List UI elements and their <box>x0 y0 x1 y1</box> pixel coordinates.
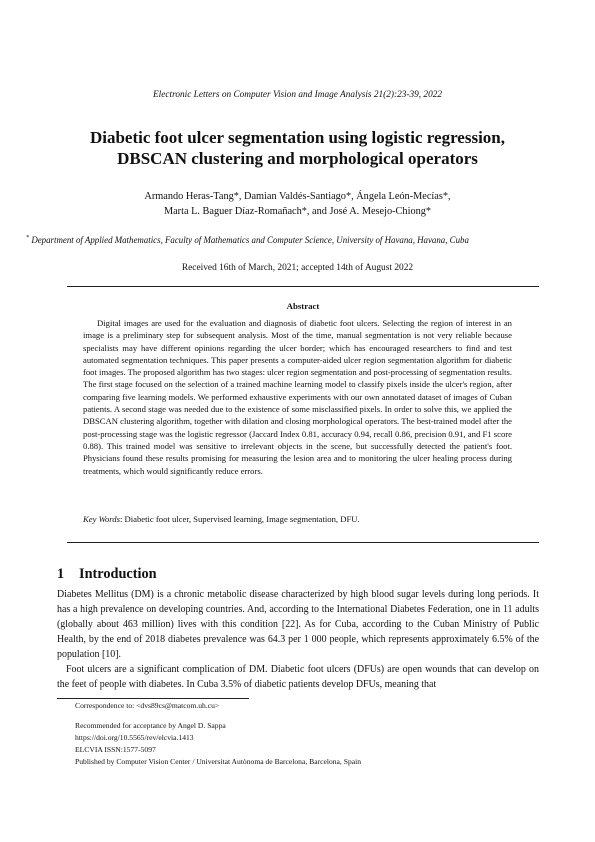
introduction-body <box>57 587 539 692</box>
paper-title <box>40 127 555 169</box>
received-dates: Received 16th of March, 2021; accepted 14th of August 2022 <box>181 263 414 273</box>
footnote-rule <box>57 698 249 699</box>
journal-header: Electronic Letters on Computer Vision and Image Analysis 21(2):23-39, 2022 <box>152 90 443 100</box>
abstract-heading: Abstract <box>286 301 320 311</box>
abstract-bottom-rule <box>67 542 539 543</box>
affiliation-mark: * <box>26 234 30 242</box>
keywords-text: : Diabetic foot ulcer, Supervised learning, Image segmentation, DFU. <box>119 514 360 524</box>
intro-paragraph-2: Foot ulcers are a significant complication of DM. Diabetic foot ulcers (DFUs) are open wounds that can develop on the feet of people with diabetes. In Cuba 3.5% of diabetic patients develop DFUs, meaning that <box>57 664 539 690</box>
footnote-issn: ELCVIA ISSN:1577-5097 <box>75 745 156 754</box>
section-heading <box>57 566 157 583</box>
footnote-doi: https://doi.org/10.5565/rev/elcvia.1413 <box>75 733 194 742</box>
authors-line-1: Armando Heras-Tang*, Damian Valdés-Santiago*, Ángela León-Mecías*, <box>144 191 451 202</box>
footnote-recommended: Recommended for acceptance by Angel D. Sappa <box>75 721 226 730</box>
abstract-text: Digital images are used for the evaluation and diagnosis of diabetic foot ulcers. Selecting the region of interest in an image is a preliminary step for subsequent analysis. Most of the time, manual segmentation is not very reliable because specialists may have different opinions regarding the ulcer border; which has encouraged researchers to find and test automated segmentation techniques. This paper presents a computer-aided ulcer region segmentation algorithm for diabetic foot images. The proposed algorithm has two stages: ulcer region segmentation and post-processing of segmentation results. The first stage focused on the selection of a trained machine learning model to classify pixels inside the ulcer's region, after comparing five learning models. We performed exhaustive experiments with our own annotated dataset of images of Cuban patients. A second stage was needed due to the existence of some misclassified pixels. In order to solve this, we applied the DBSCAN clustering algorithm, together with dilation and closing morphological operators. The best-trained model after the post-processing stage was the logistic regressor (Jaccard Index 0.81, accuracy 0.94, recall 0.86, precision 0.91, and F1 score 0.88). This trained model was sensitive to irrelevant objects in the scene, but successfully detected the patient's foot. Physicians found these results promising for measuring the lesion area and to monitoring the ulcer healing process during treatments, which would significantly reduce errors. <box>83 318 512 476</box>
title-line-1: Diabetic foot ulcer segmentation using logistic regression, <box>89 128 506 147</box>
keywords-label: Key Words <box>83 514 120 524</box>
abstract-top-rule <box>67 286 539 287</box>
footnotes <box>75 700 545 768</box>
title-line-2: DBSCAN clustering and morphological operators <box>117 149 478 168</box>
affiliation <box>26 235 571 245</box>
author-list <box>40 189 555 219</box>
authors-line-2: Marta L. Baguer Díaz-Romañach*, and José A. Mesejo-Chiong* <box>163 206 432 217</box>
intro-paragraph-1: Diabetes Mellitus (DM) is a chronic metabolic disease characterized by high blood sugar levels during long periods. It has a high prevalence on developing countries. And, according to the International Diabetes Federation, one in 11 adults (globally about 463 million) lives with this condition [22]. As for Cuba, according to the Cuban Ministry of Public Health, by the end of 2018 diabetes prevalence was 64.3 per 1 000 people, which represents approximately 6.5% of the population [10]. <box>57 589 539 660</box>
section-number: 1 <box>57 566 65 582</box>
affiliation-text: Department of Applied Mathematics, Faculty of Mathematics and Computer Science, University of Havana, Havana, Cuba <box>31 235 469 245</box>
keywords <box>83 514 523 524</box>
section-title: Introduction <box>79 566 157 582</box>
footnote-publisher: Published by Computer Vision Center / Universitat Autònoma de Barcelona, Barcelona, Spain <box>75 757 362 766</box>
footnote-correspondence: Correspondence to: <dvs89cs@matcom.uh.cu> <box>75 701 220 710</box>
